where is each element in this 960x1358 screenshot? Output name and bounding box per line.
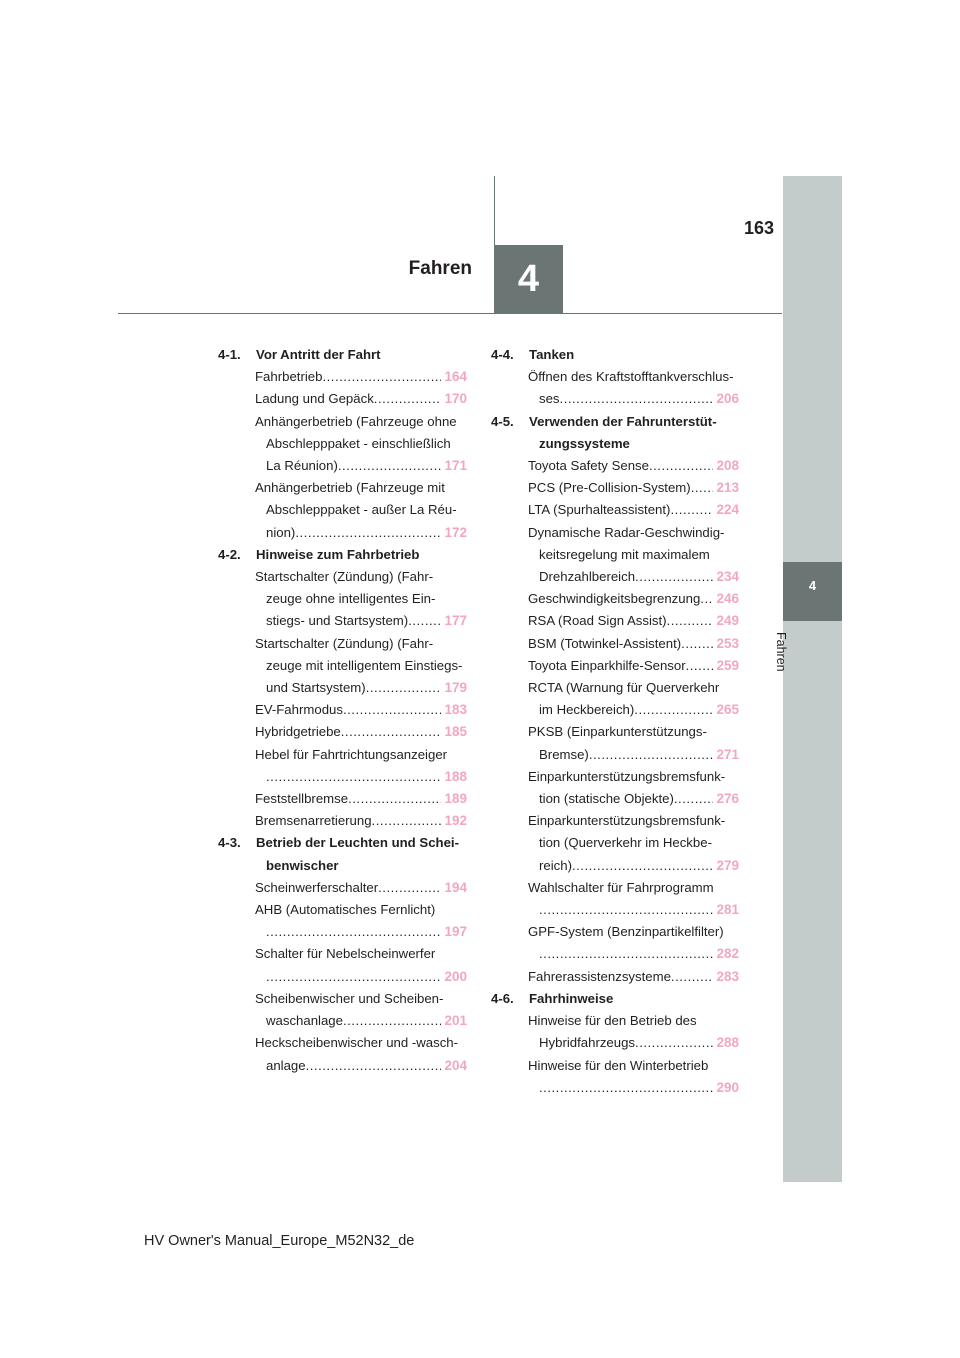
toc-list (255, 366, 467, 544)
toc-entry[interactable]: Feststellbremse ..... 189 (255, 788, 467, 810)
toc-entry[interactable]: Anhängerbetrieb (Fahrzeuge ohne Abschlepppaket - einschließlich La Réunion) ..... 171 (255, 411, 467, 478)
toc-entry[interactable]: Scheinwerferschalter ..... 194 (255, 877, 467, 899)
toc-entry[interactable]: PKSB (Einparkunterstützungs- Bremse) ..... 271 (528, 721, 739, 765)
toc-entry[interactable]: Öffnen des Kraftstofftankverschlus- ses ..... 206 (528, 366, 739, 410)
toc-entry[interactable]: Heckscheibenwischer und -wasch- anlage ..... 204 (255, 1032, 467, 1076)
toc-entry[interactable]: RSA (Road Sign Assist) ..... 249 (528, 610, 739, 632)
toc-entry[interactable]: PCS (Pre-Collision-System) ..... 213 (528, 477, 739, 499)
toc-section-4-3[interactable]: 4-3. Betrieb der Leuchten und Schei- benwischer (218, 835, 459, 873)
toc-list (255, 877, 467, 1077)
toc-entry[interactable]: LTA (Spurhalteassistent) ..... 224 (528, 499, 739, 521)
chapter-number-box: 4 (494, 245, 563, 314)
toc-left-column (218, 344, 467, 1077)
toc-section-4-4[interactable]: 4-4. Tanken (491, 347, 575, 362)
toc-entry[interactable]: Startschalter (Zündung) (Fahr- zeuge ohne intelligentes Ein- stiegs- und Startsystem) ..... 177 (255, 566, 467, 633)
toc-entry[interactable]: Einparkunterstützungsbremsfunk- tion (Querverkehr im Heckbe- reich) ..... 279 (528, 810, 739, 877)
toc-section-4-6[interactable]: 4-6. Fahrhinweise (491, 990, 614, 1006)
footer-manual-id: HV Owner's Manual_Europe_M52N32_de (144, 1233, 415, 1249)
toc-entry[interactable]: Scheibenwischer und Scheiben- waschanlage ..... 201 (255, 988, 467, 1032)
toc-entry[interactable]: AHB (Automatisches Fernlicht) ..... 197 (255, 899, 467, 943)
toc-entry[interactable]: Schalter für Nebelscheinwerfer ..... 200 (255, 943, 467, 987)
chapter-title: Fahren (408, 258, 472, 279)
page-number: 163 (743, 218, 774, 238)
toc-entry[interactable]: Startschalter (Zündung) (Fahr- zeuge mit intelligentem Einstiegs- und Startsystem) ..... 179 (255, 633, 467, 700)
toc-right-column (491, 344, 739, 1099)
toc-entry[interactable]: Bremsenarretierung ..... 192 (255, 810, 467, 832)
toc-entry[interactable]: Anhängerbetrieb (Fahrzeuge mit Abschlepppaket - außer La Réu- nion) ..... 172 (255, 477, 467, 544)
toc-entry[interactable]: Toyota Safety Sense ..... 208 (528, 455, 739, 477)
toc-entry[interactable]: Hinweise für den Winterbetrieb ..... 290 (528, 1055, 739, 1099)
toc-list (528, 1010, 739, 1099)
toc-entry[interactable]: Dynamische Radar-Geschwindig- keitsregelung mit maximalem Drehzahlbereich ..... 234 (528, 522, 739, 589)
toc-section-4-1[interactable]: 4-1. Vor Antritt der Fahrt (218, 347, 381, 362)
toc-entry[interactable]: GPF-System (Benzinpartikelfilter) ..... 282 (528, 921, 739, 965)
toc-entry[interactable]: Hinweise für den Betrieb des Hybridfahrzeugs ..... 288 (528, 1010, 739, 1054)
toc-entry[interactable]: EV-Fahrmodus ..... 183 (255, 699, 467, 721)
toc-entry[interactable]: Fahrerassistenzsysteme ..... 283 (528, 966, 739, 988)
toc-entry[interactable]: Geschwindigkeitsbegrenzung ..... 246 (528, 588, 739, 610)
header-horizontal-rule (118, 313, 782, 314)
side-tab-label: Fahren (774, 632, 788, 672)
toc-section-4-5[interactable]: 4-5. Verwenden der Fahrunterstüt- zungssysteme (491, 413, 717, 451)
toc-entry[interactable]: Hybridgetriebe ..... 185 (255, 721, 467, 743)
toc-list (528, 366, 739, 410)
toc-entry[interactable]: Hebel für Fahrtrichtungsanzeiger ..... 188 (255, 744, 467, 788)
toc-entry[interactable]: Einparkunterstützungsbremsfunk- tion (statische Objekte) ..... 276 (528, 766, 739, 810)
side-tab-number: 4 (808, 578, 817, 593)
header-vertical-rule (494, 176, 495, 245)
toc-section-4-2[interactable]: 4-2. Hinweise zum Fahrbetrieb (218, 546, 420, 562)
toc-entry[interactable]: RCTA (Warnung für Querverkehr im Heckbereich) ..... 265 (528, 677, 739, 721)
toc-list (255, 566, 467, 832)
toc-entry[interactable]: BSM (Totwinkel-Assistent) ..... 253 (528, 633, 739, 655)
toc-entry[interactable]: Wahlschalter für Fahrprogramm ..... 281 (528, 877, 739, 921)
toc-entry[interactable]: Toyota Einparkhilfe-Sensor ..... 259 (528, 655, 739, 677)
toc-entry[interactable]: Fahrbetrieb ..... 164 (255, 366, 467, 388)
toc-list (528, 455, 739, 988)
toc-entry[interactable]: Ladung und Gepäck ..... 170 (255, 388, 467, 410)
